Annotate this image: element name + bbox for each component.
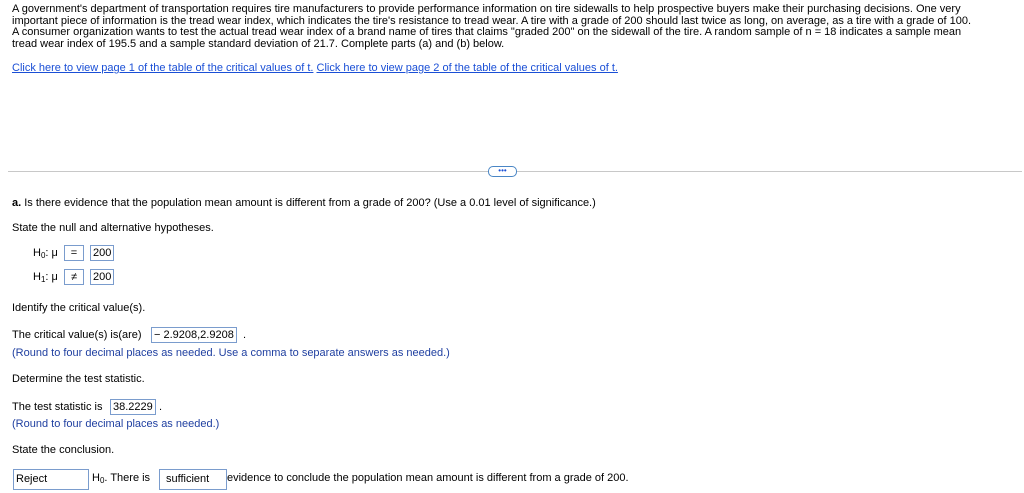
- part-a-label: a.: [12, 197, 22, 209]
- h0-param: : μ: [45, 247, 58, 259]
- expand-more-button[interactable]: •••: [488, 166, 517, 177]
- test-statistic-hint: (Round to four decimal places as needed.): [12, 418, 220, 430]
- h1-operator-select[interactable]: ≠: [64, 269, 84, 285]
- test-statistic-prefix: The test statistic is: [12, 401, 103, 413]
- intro-line: A government's department of transportation requires tire manufacturers to provide performance information on tire sidewalls to help prospective buyers make their purchasing decisions. One very: [12, 3, 961, 15]
- evidence-select[interactable]: sufficient: [159, 469, 227, 490]
- h1-subscript: 1: [40, 275, 46, 284]
- alternative-hypothesis-label: [33, 271, 58, 283]
- conclusion-h-subscript: 0: [99, 476, 105, 485]
- conclusion-mid-text: . There is: [104, 472, 151, 484]
- table-links: [12, 62, 618, 74]
- critical-value-prefix: The critical value(s) is(are): [12, 329, 142, 341]
- critical-value-hint: (Round to four decimal places as needed. Use a comma to separate answers as needed.): [12, 347, 450, 359]
- state-hypotheses-prompt: State the null and alternative hypotheses.: [12, 222, 214, 234]
- critical-value-input[interactable]: − 2.9208,2.9208: [151, 327, 237, 343]
- test-statistic-input[interactable]: 38.2229: [110, 399, 156, 415]
- h0-letter: H: [33, 247, 41, 259]
- intro-line: important piece of information is the tread wear index, which indicates the tire's resistance to tread wear. A tire with a grade of 200 should last twice as long, on average, as a tire with a grade of 100.: [12, 14, 972, 27]
- h1-value-input[interactable]: 200: [90, 269, 114, 285]
- conclusion-end-text: evidence to conclude the population mean amount is different from a grade of 200.: [227, 472, 629, 484]
- identify-critical-prompt: Identify the critical value(s).: [12, 302, 146, 314]
- intro-line: A consumer organization wants to test the actual tread wear index of a brand name of tires that claims "graded 200" on the sidewall of the tire. A random sample of n = 18 indicates a sample mean: [12, 26, 962, 38]
- h0-operator-select[interactable]: =: [64, 245, 84, 261]
- h0-value-input[interactable]: 200: [90, 245, 114, 261]
- h1-param: : μ: [45, 271, 58, 283]
- critical-values-page2-link[interactable]: Click here to view page 2 of the table of the critical values of t.: [316, 62, 618, 74]
- part-a-question-text: Is there evidence that the population mean amount is different from a grade of 200? (Use a 0.01 level of significance.): [24, 197, 596, 209]
- null-hypothesis-label: [33, 247, 58, 259]
- intro-line: tread wear index of 195.5 and a sample standard deviation of 21.7. Complete parts (a) and (b) below.: [12, 37, 505, 50]
- state-conclusion-prompt: State the conclusion.: [12, 444, 115, 456]
- h0-subscript: 0: [40, 251, 46, 260]
- h1-letter: H: [33, 271, 41, 283]
- determine-stat-prompt: Determine the test statistic.: [12, 373, 145, 385]
- critical-values-page1-link[interactable]: Click here to view page 1 of the table of the critical values of t.: [12, 62, 314, 74]
- conclusion-h0-text: [92, 472, 150, 484]
- decision-select[interactable]: Reject: [13, 469, 89, 490]
- problem-statement: [12, 4, 1012, 50]
- part-a-question: [12, 197, 596, 209]
- conclusion-h-letter: H: [92, 472, 100, 484]
